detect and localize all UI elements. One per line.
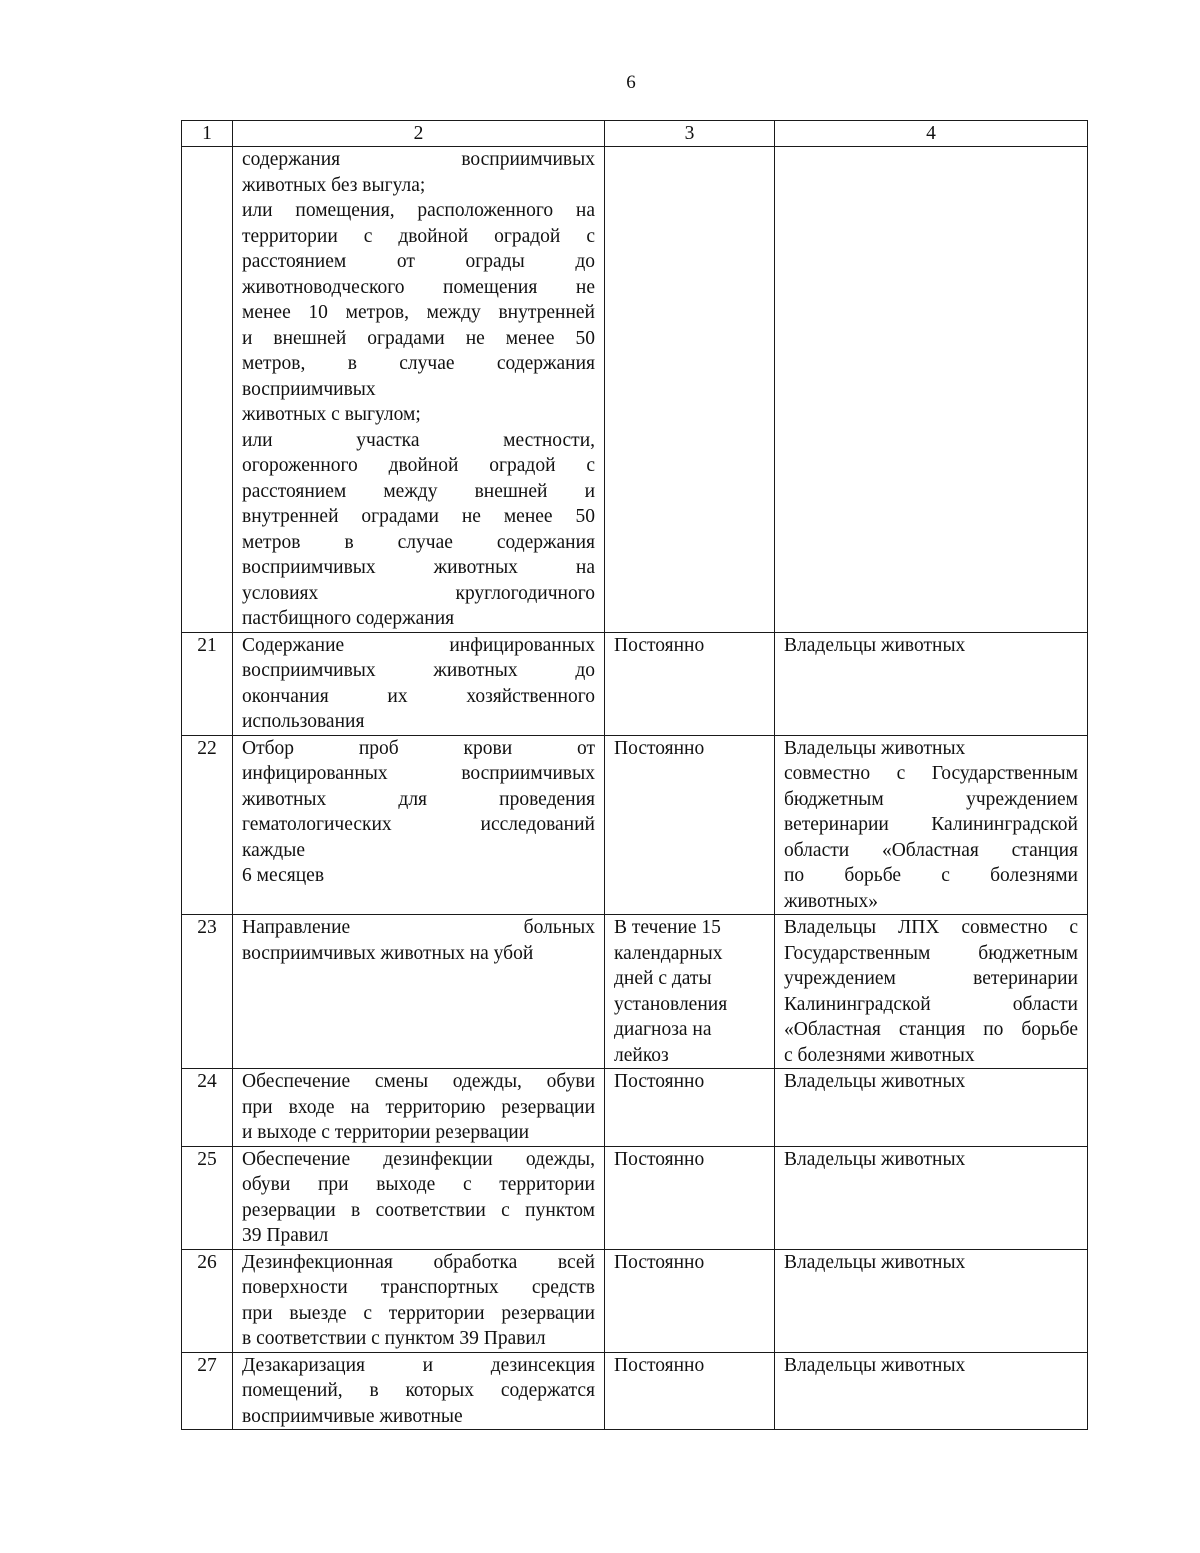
header-col-1: 1 <box>182 121 233 147</box>
measure-description-line: Дезакаризация и дезинсекция <box>242 1354 595 1376</box>
measure-term <box>605 735 775 915</box>
measure-responsible <box>775 147 1088 633</box>
measure-term-line: установления <box>614 993 728 1015</box>
measure-description <box>233 147 605 633</box>
measure-description <box>233 735 605 915</box>
measure-term <box>605 1069 775 1147</box>
measure-description-line: расстоянием от ограды до <box>242 251 595 272</box>
measure-description-line: Обеспечение дезинфекции одежды, <box>242 1148 595 1170</box>
measure-description-line: Отбор проб крови от <box>242 737 595 759</box>
measure-term-line: Постоянно <box>614 1354 705 1376</box>
measure-term-line: Постоянно <box>614 1148 705 1170</box>
page-number: 6 <box>626 72 636 93</box>
measure-responsible-line: Владельцы животных <box>784 737 966 759</box>
header-col-3: 3 <box>605 121 775 147</box>
measure-description-line: окончания их хозяйственного <box>242 685 595 707</box>
row-number: 22 <box>182 735 233 915</box>
measure-term-line: Постоянно <box>614 1251 705 1273</box>
measures-table <box>181 120 1088 1430</box>
measure-description-line: метров в случае содержания <box>242 531 595 553</box>
measure-description-line: восприимчивых животных на убой <box>242 942 534 964</box>
measure-description-line: Обеспечение смены одежды, обуви <box>242 1071 595 1092</box>
measure-responsible-line: животных» <box>784 890 879 912</box>
row-number: 26 <box>182 1249 233 1352</box>
measure-description-line: содержания восприимчивых <box>242 149 595 170</box>
measure-description-line: огороженного двойной оградой с <box>242 455 595 476</box>
measure-description <box>233 1352 605 1430</box>
measure-responsible-line: «Областная станция по борьбе <box>784 1019 1078 1040</box>
table-body <box>182 147 1088 1430</box>
measure-responsible-line: Владельцы животных <box>784 634 966 656</box>
row-number <box>182 147 233 633</box>
measure-description-line: Дезинфекционная обработка всей <box>242 1251 595 1273</box>
measure-description-line: в соответствии с пунктом 39 Правил <box>242 1328 546 1349</box>
table-row <box>182 147 1088 633</box>
measure-responsible <box>775 1069 1088 1147</box>
measure-responsible-line: Калининградской области <box>784 993 1078 1015</box>
measure-responsible-line: Владельцы ЛПХ совместно с <box>784 917 1078 938</box>
measure-description <box>233 1249 605 1352</box>
measure-description-line: менее 10 метров, между внутренней <box>242 302 595 323</box>
measure-term <box>605 915 775 1069</box>
measure-responsible-line: бюджетным учреждением <box>784 788 1078 810</box>
measure-responsible-line: по борьбе с болезнями <box>784 865 1078 886</box>
measure-term-line: Постоянно <box>614 737 705 759</box>
measure-description-line: территории с двойной оградой с <box>242 225 595 247</box>
measure-description-line: Содержание инфицированных <box>242 634 595 656</box>
measure-description-line: пастбищного содержания <box>242 608 455 629</box>
measure-description-line: внутренней оградами не менее 50 <box>242 506 595 527</box>
row-number: 23 <box>182 915 233 1069</box>
measure-term-line: Постоянно <box>614 634 705 656</box>
measure-responsible-line: Владельцы животных <box>784 1071 966 1092</box>
measure-description-line: животных с выгулом; <box>242 404 421 425</box>
table-row <box>182 632 1088 735</box>
measure-term-line: лейкоз <box>614 1044 669 1066</box>
measure-term <box>605 1352 775 1430</box>
measure-description-line: восприимчивых животных на <box>242 557 595 578</box>
measure-description-line: 39 Правил <box>242 1225 329 1246</box>
measure-responsible <box>775 1146 1088 1249</box>
measure-term-line: Постоянно <box>614 1071 705 1092</box>
measure-description-line: использования <box>242 711 365 732</box>
measure-description-line: животных для проведения <box>242 788 595 810</box>
row-number: 24 <box>182 1069 233 1147</box>
measure-description-line: и выходе с территории резервации <box>242 1122 530 1143</box>
measure-description-line: восприимчивые животные <box>242 1405 463 1427</box>
measure-term <box>605 1249 775 1352</box>
measure-term-line: диагноза на <box>614 1019 712 1040</box>
measure-responsible-line: Государственным бюджетным <box>784 942 1078 964</box>
measure-responsible <box>775 915 1088 1069</box>
measure-responsible <box>775 735 1088 915</box>
measure-responsible-line: области «Областная станция <box>784 839 1078 861</box>
measure-description-line: каждые <box>242 839 305 861</box>
measure-responsible-line: Владельцы животных <box>784 1251 966 1273</box>
row-number: 25 <box>182 1146 233 1249</box>
table-row <box>182 1249 1088 1352</box>
measure-term-line: В течение 15 <box>614 917 721 938</box>
row-number: 21 <box>182 632 233 735</box>
measure-responsible <box>775 1249 1088 1352</box>
measure-term <box>605 632 775 735</box>
measure-description <box>233 915 605 1069</box>
header-col-2: 2 <box>233 121 605 147</box>
measure-description <box>233 632 605 735</box>
header-col-4: 4 <box>775 121 1088 147</box>
measure-description-line: и внешней оградами не менее 50 <box>242 327 595 349</box>
table-row <box>182 1352 1088 1430</box>
measure-description-line: обуви при выходе с территории <box>242 1174 595 1195</box>
measure-term <box>605 147 775 633</box>
measure-description-line: при входе на территорию резервации <box>242 1096 595 1118</box>
measure-responsible-line: ветеринарии Калининградской <box>784 814 1078 835</box>
measure-responsible-line: Владельцы животных <box>784 1148 966 1170</box>
measure-description-line: инфицированных восприимчивых <box>242 763 595 784</box>
measure-description-line: животноводческого помещения не <box>242 276 595 298</box>
measure-description-line: восприимчивых животных до <box>242 660 595 681</box>
measure-responsible <box>775 1352 1088 1430</box>
table-row <box>182 915 1088 1069</box>
measure-description-line: помещений, в которых содержатся <box>242 1380 595 1401</box>
table-row <box>182 1069 1088 1147</box>
measure-description-line: метров, в случае содержания <box>242 353 595 374</box>
measure-description <box>233 1069 605 1147</box>
measure-responsible-line: Владельцы животных <box>784 1354 966 1376</box>
measure-responsible-line: учреждением ветеринарии <box>784 968 1078 989</box>
measure-description-line: или помещения, расположенного на <box>242 200 595 221</box>
measure-responsible-line: с болезнями животных <box>784 1044 975 1066</box>
table-header-row <box>182 121 1088 147</box>
row-number: 27 <box>182 1352 233 1430</box>
measure-term <box>605 1146 775 1249</box>
measure-description-line: поверхности транспортных средств <box>242 1277 595 1298</box>
measure-responsible-line: совместно с Государственным <box>784 763 1078 784</box>
measure-description-line: животных без выгула; <box>242 174 426 196</box>
measure-description-line: Направление больных <box>242 917 595 938</box>
table-row <box>182 735 1088 915</box>
measure-term-line: дней с даты <box>614 968 712 989</box>
measure-description-line: при выезде с территории резервации <box>242 1302 595 1324</box>
measure-responsible <box>775 632 1088 735</box>
measure-description-line: условиях круглогодичного <box>242 582 595 604</box>
measure-description-line: гематологических исследований <box>242 814 595 835</box>
measure-description-line: расстоянием между внешней и <box>242 480 595 502</box>
measure-term-line: календарных <box>614 942 723 964</box>
measure-description-line: резервации в соответствии с пунктом <box>242 1199 595 1221</box>
table-row <box>182 1146 1088 1249</box>
measure-description-line: 6 месяцев <box>242 865 325 886</box>
measure-description-line: или участка местности, <box>242 429 595 451</box>
measure-description-line: восприимчивых <box>242 378 376 400</box>
measure-description <box>233 1146 605 1249</box>
